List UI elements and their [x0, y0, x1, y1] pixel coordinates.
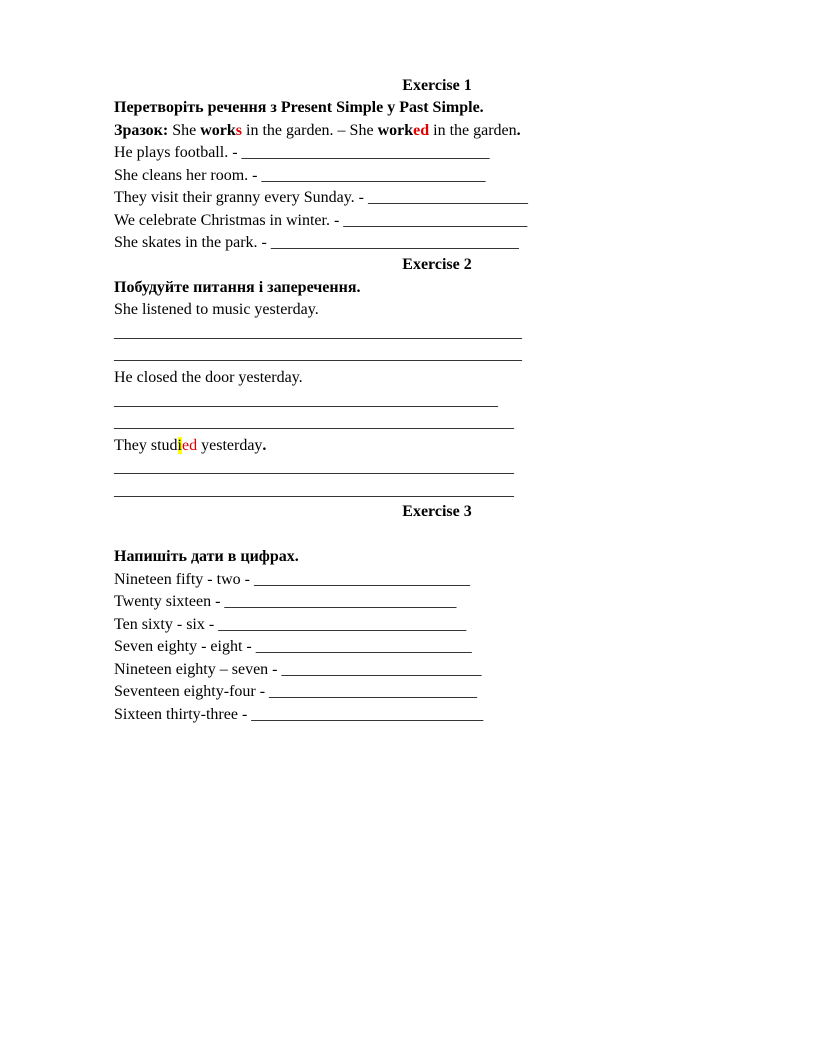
exercise-3-item[interactable]: Nineteen eighty – seven - _________________________ [114, 661, 482, 678]
sentence-3-a: They stud [114, 437, 178, 454]
exercise-3-item[interactable]: Ten sixty - six - _______________________________ [114, 616, 467, 633]
exercise-1-item[interactable]: She cleans her room. - ____________________________ [114, 167, 486, 184]
exercise-1-item[interactable]: We celebrate Christmas in winter. - _______________________ [114, 212, 528, 229]
sample-text-b: in the garden. – She [242, 122, 378, 139]
exercise-3-item[interactable]: Seventeen eighty-four - __________________________ [114, 683, 478, 700]
exercise-3-instruction: Напишіть дати в цифрах. [114, 548, 299, 565]
answer-line[interactable]: __________________________________________________ [114, 482, 514, 499]
instruction-ua: Перетворіть речення з [114, 99, 281, 116]
ending-ed: ed [182, 437, 198, 454]
sample-verb-1: work [200, 122, 236, 139]
sample-text-a: She [168, 122, 201, 139]
exercise-1-item[interactable]: He plays football. - _______________________________ [114, 144, 490, 161]
instruction-en: Present Simple у Past Simple. [280, 99, 484, 116]
exercise-1-item[interactable]: She skates in the park. - _______________________________ [114, 234, 519, 251]
exercise-1-sample [114, 121, 521, 141]
sample-text-c: in the garden [429, 122, 517, 139]
exercise-2-sentence-2: He closed the door yesterday. [114, 369, 303, 386]
answer-line[interactable]: ________________________________________________ [114, 392, 498, 409]
exercise-3-item[interactable]: Sixteen thirty-three - _____________________________ [114, 706, 484, 723]
answer-line[interactable]: __________________________________________________ [114, 414, 514, 431]
sample-verb-2: work [377, 122, 414, 139]
exercise-3-item[interactable]: Twenty sixteen - _____________________________ [114, 593, 457, 610]
answer-line[interactable]: __________________________________________________ [114, 459, 514, 476]
exercise-2-title: Exercise 2 [402, 256, 472, 273]
exercise-2-instruction: Побудуйте питання і заперечення. [114, 279, 361, 296]
highlight-i: i [177, 437, 182, 454]
answer-line[interactable]: ___________________________________________________ [114, 324, 522, 341]
exercise-2-sentence-3 [114, 436, 266, 456]
exercise-3-title: Exercise 3 [402, 503, 472, 520]
exercise-1-item[interactable]: They visit their granny every Sunday. - ____________________ [114, 189, 529, 206]
exercise-1-title: Exercise 1 [402, 77, 472, 94]
sample-ending-ed: ed [413, 122, 430, 139]
sentence-3-dot: . [262, 437, 267, 454]
answer-line[interactable]: ___________________________________________________ [114, 346, 522, 363]
exercise-3-item[interactable]: Seven eighty - eight - ___________________________ [114, 638, 472, 655]
exercise-2-sentence-1: She listened to music yesterday. [114, 301, 319, 318]
sample-label: Зразок: [114, 122, 169, 139]
exercise-3-item[interactable]: Nineteen fifty - two - ___________________________ [114, 571, 470, 588]
sentence-3-b: yesterday [197, 437, 263, 454]
exercise-1-instruction [114, 98, 484, 118]
sample-dot: . [516, 122, 521, 139]
sample-ending-s: s [235, 122, 243, 139]
